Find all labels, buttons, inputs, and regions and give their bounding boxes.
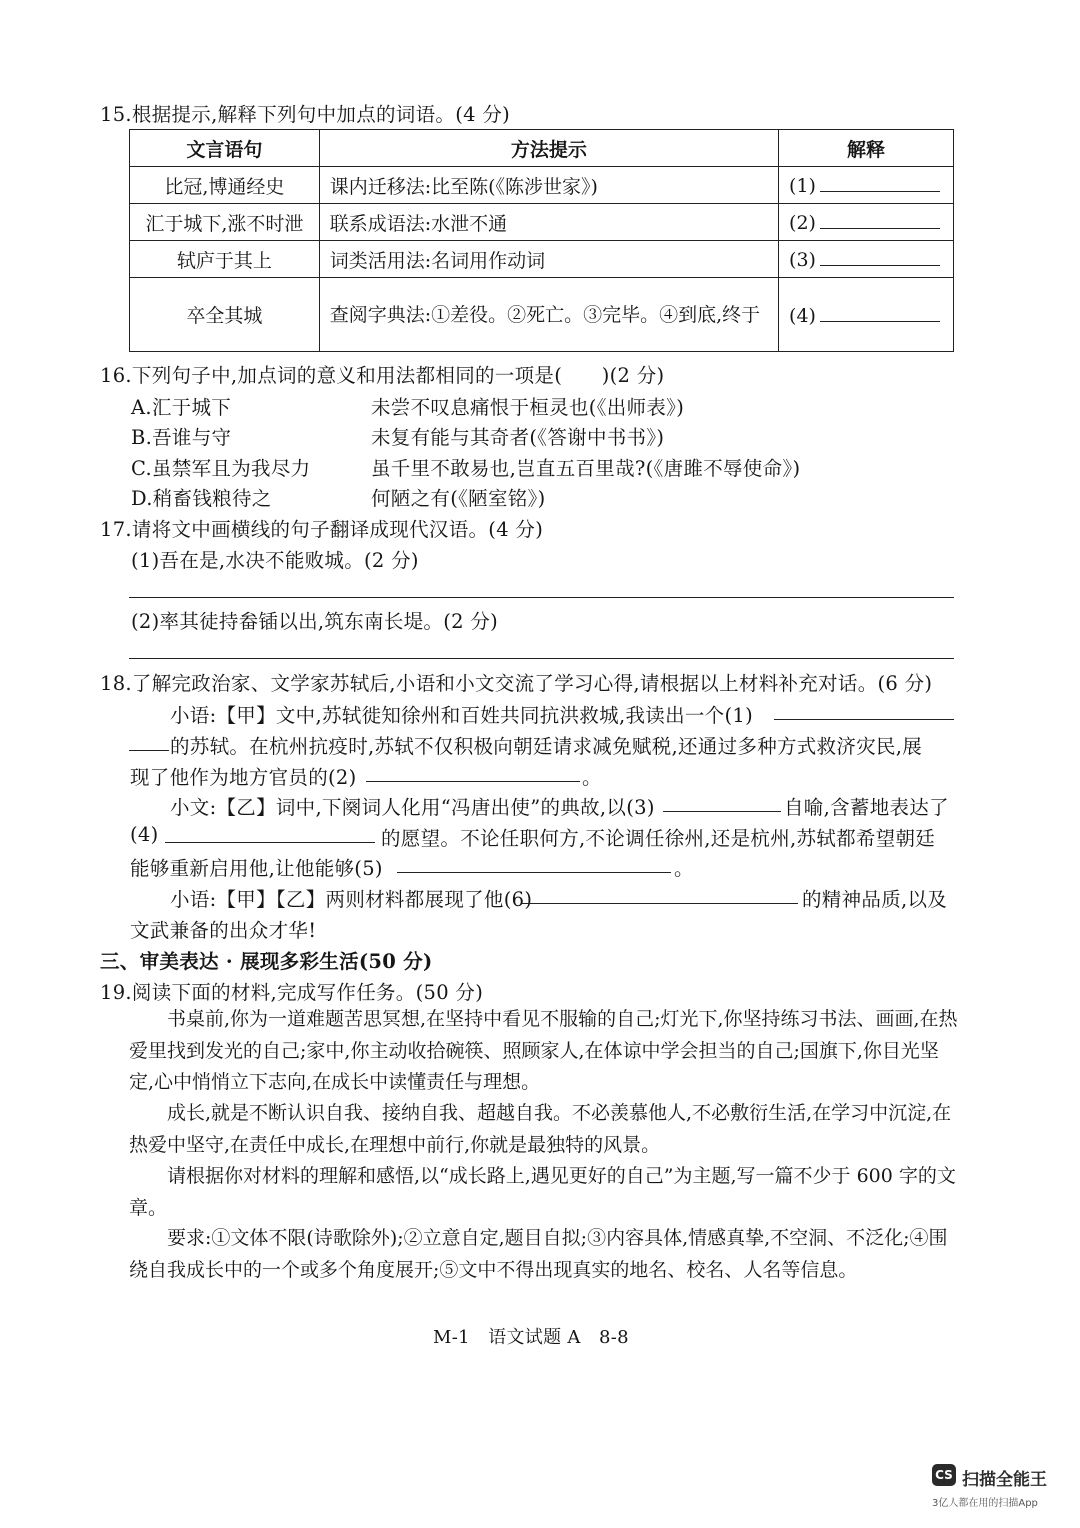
table-row [130, 204, 954, 241]
q17-stem: 17.请将文中画横线的句子翻译成现代汉语。(4 分) [100, 518, 544, 541]
table-header-row [130, 130, 954, 167]
answer-cell[interactable]: (2) [779, 204, 954, 241]
blank-4[interactable] [165, 842, 375, 843]
q18-p2a: 小文:【乙】词中,下阕词人化用“冯唐出使”的典故,以(3) [170, 796, 655, 819]
hint-cell: 查阅字典法:①差役。②死亡。③完毕。④到底,终于 [319, 278, 778, 352]
table-row [130, 241, 954, 278]
option-a-right: 未尝不叹息痛恨于桓灵也(《出师表》) [371, 396, 685, 419]
table-row [130, 167, 954, 204]
q17-sentence-2: (2)率其徒持畚锸以出,筑东南长堤。(2 分) [131, 610, 499, 633]
q15-table [129, 129, 954, 352]
answer-line-1[interactable] [129, 597, 954, 598]
option-d-right: 何陋之有(《陋室铭》) [371, 487, 546, 510]
section-title: 三、审美表达 · 展现多彩生活(50 分) [100, 950, 433, 973]
sentence-cell: 轼庐于其上 [130, 241, 320, 278]
scanner-app-name: 扫描全能王 [962, 1470, 1047, 1490]
q15-stem: 15.根据提示,解释下列句中加点的词语。(4 分) [100, 103, 511, 126]
q19-stem: 19.阅读下面的材料,完成写作任务。(50 分) [100, 981, 484, 1004]
answer-line-2[interactable] [129, 658, 954, 659]
sentence-cell: 卒全其城 [130, 278, 320, 352]
q18-p1c: 现了他作为地方官员的(2) [130, 766, 357, 789]
q18-stem: 18.了解完政治家、文学家苏轼后,小语和小文交流了学习心得,请根据以上材料补充对话。(6 分) [100, 672, 933, 695]
blank-5[interactable] [397, 872, 671, 873]
hint-cell: 词类活用法:名词用作动词 [319, 241, 778, 278]
q18-p3a: 小语:【甲】【乙】两则材料都展现了他(6) [170, 888, 533, 911]
hint-cell: 联系成语法:水泄不通 [319, 204, 778, 241]
q18-p1a: 小语:【甲】文中,苏轼徙知徐州和百姓共同抗洪救城,我读出一个(1) [170, 704, 753, 727]
q18-p2e: 能够重新启用他,让他能够(5) [130, 857, 383, 880]
prompt-paragraph: 请根据你对材料的理解和感悟,以“成长路上,遇见更好的自己”为主题,写一篇不少于 600 字的文章。 [129, 1165, 956, 1219]
answer-cell[interactable]: (3) [779, 241, 954, 278]
q18-p1d: 。 [582, 766, 602, 789]
material-paragraph-1: 书桌前,你为一道难题苦思冥想,在坚持中看见不服输的自己;灯光下,你坚持练习书法、画画,在热爱里找到发光的自己;家中,你主动收拾碗筷、照顾家人,在体谅中学会担当的自己;国旗下,你目光坚定,心中悄悄立下志向,在成长中读懂责任与理想。 [129, 1008, 958, 1093]
answer-cell[interactable]: (1) [779, 167, 954, 204]
q18-p3c: 文武兼备的出众才华! [130, 919, 317, 942]
blank-6[interactable] [522, 903, 798, 904]
header-answer: 解释 [779, 130, 954, 167]
q17-sentence-1: (1)吾在是,水决不能败城。(2 分) [131, 549, 419, 572]
option-b-right: 未复有能与其奇者(《答谢中书书》) [371, 426, 665, 449]
option-d-left: D.稍畜钱粮待之 [131, 487, 272, 510]
q18-p1b: 的苏轼。在杭州抗疫时,苏轼不仅积极向朝廷请求减免赋税,还通过多种方式救济灾民,展 [170, 735, 923, 758]
page-footer: M-1 语文试题 A 8-8 [433, 1327, 629, 1348]
option-c-left: C.虽禁军且为我尽力 [131, 457, 311, 480]
material-paragraph-2: 成长,就是不断认识自我、接纳自我、超越自我。不必羡慕他人,不必敷衍生活,在学习中沉淀,在热爱中坚守,在责任中成长,在理想中前行,你就是最独特的风景。 [129, 1102, 952, 1156]
scanner-app-tagline: 3亿人都在用的扫描App [932, 1498, 1038, 1509]
header-hint: 方法提示 [319, 130, 778, 167]
scanner-logo-icon: CS [932, 1464, 956, 1486]
answer-cell[interactable]: (4) [779, 278, 954, 352]
blank-1[interactable] [774, 719, 954, 720]
table-row [130, 278, 954, 352]
sentence-cell: 比冠,博通经史 [130, 167, 320, 204]
blank-3[interactable] [663, 811, 781, 812]
q18-p2f: 。 [674, 857, 694, 880]
hint-cell: 课内迁移法:比至陈(《陈涉世家》) [319, 167, 778, 204]
q18-p2d: 的愿望。不论任职何方,不论调任徐州,还是杭州,苏轼都希望朝廷 [381, 827, 936, 850]
q18-p2c: (4) [130, 823, 159, 846]
sentence-cell: 汇于城下,涨不时泄 [130, 204, 320, 241]
requirements-paragraph: 要求:①文体不限(诗歌除外);②立意自定,题目自拟;③内容具体,情感真挚,不空洞、不泛化;④围绕自我成长中的一个或多个角度展开;⑤文中不得出现真实的地名、校名、人名等信息。 [129, 1227, 948, 1281]
option-a-left: A.汇于城下 [131, 396, 232, 419]
q18-p2b: 自喻,含蓄地表达了 [784, 796, 949, 819]
blank-2[interactable] [366, 781, 580, 782]
option-c-right: 虽千里不敢易也,岂直五百里哉?(《唐雎不辱使命》) [371, 457, 801, 480]
header-sentence: 文言语句 [130, 130, 320, 167]
q16-stem: 16.下列句子中,加点词的意义和用法都相同的一项是( )(2 分) [100, 364, 665, 387]
option-b-left: B.吾谁与守 [131, 426, 232, 449]
q18-p3b: 的精神品质,以及 [802, 888, 948, 911]
blank-1-cont[interactable] [129, 750, 169, 751]
